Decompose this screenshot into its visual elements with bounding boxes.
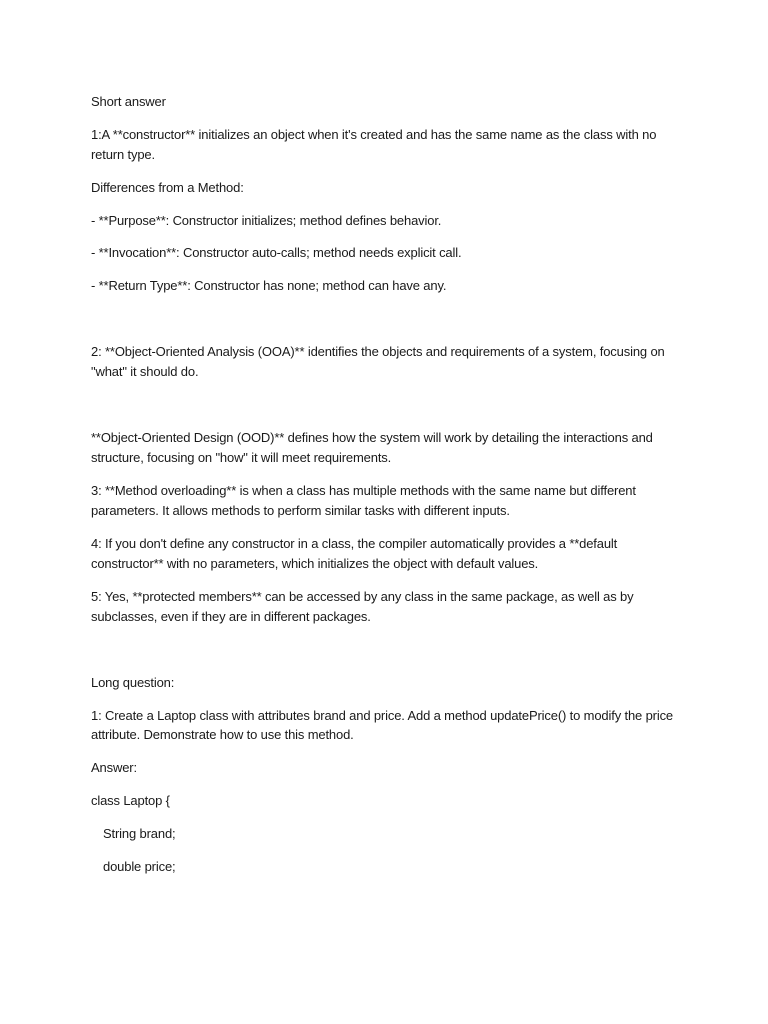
q2-text-line-2: "what" it should do. <box>91 364 199 379</box>
q1-text-line-1: 1:A **constructor** initializes an object when it's created and has the same name as the class with no <box>91 127 657 142</box>
q1-text-line-2: return type. <box>91 147 155 162</box>
answer-label: Answer: <box>91 760 137 775</box>
code-brand-field: String brand; <box>103 826 176 841</box>
difference-purpose: - **Purpose**: Constructor initializes; method defines behavior. <box>91 213 442 228</box>
code-class-declaration: class Laptop { <box>91 793 170 808</box>
q3-text-line-2: parameters. It allows methods to perform similar tasks with different inputs. <box>91 503 510 518</box>
ood-text-line-2: structure, focusing on "how" it will meet requirements. <box>91 450 392 465</box>
short-answer-heading: Short answer <box>91 94 166 109</box>
difference-invocation: - **Invocation**: Constructor auto-calls; method needs explicit call. <box>91 245 462 260</box>
q3-text-line-1: 3: **Method overloading** is when a class has multiple methods with the same name but different <box>91 483 636 498</box>
q4-text-line-1: 4: If you don't define any constructor in a class, the compiler automatically provides a **default <box>91 536 618 551</box>
ood-text-line-1: **Object-Oriented Design (OOD)** defines how the system will work by detailing the interactions and <box>91 430 653 445</box>
lq1-text-line-1: 1: Create a Laptop class with attributes brand and price. Add a method updatePrice() to modify the price <box>91 708 674 723</box>
q4-text-line-2: constructor** with no parameters, which initializes the object with default values. <box>91 556 539 571</box>
long-question-heading: Long question: <box>91 675 175 690</box>
code-price-field: double price; <box>103 859 176 874</box>
q5-text-line-1: 5: Yes, **protected members** can be accessed by any class in the same package, as well as by <box>91 589 634 604</box>
q5-text-line-2: subclasses, even if they are in different packages. <box>91 609 371 624</box>
differences-heading: Differences from a Method: <box>91 180 244 195</box>
q2-text-line-1: 2: **Object-Oriented Analysis (OOA)** identifies the objects and requirements of a system, focusing on <box>91 344 665 359</box>
difference-return-type: - **Return Type**: Constructor has none; method can have any. <box>91 278 447 293</box>
lq1-text-line-2: attribute. Demonstrate how to use this method. <box>91 727 354 742</box>
